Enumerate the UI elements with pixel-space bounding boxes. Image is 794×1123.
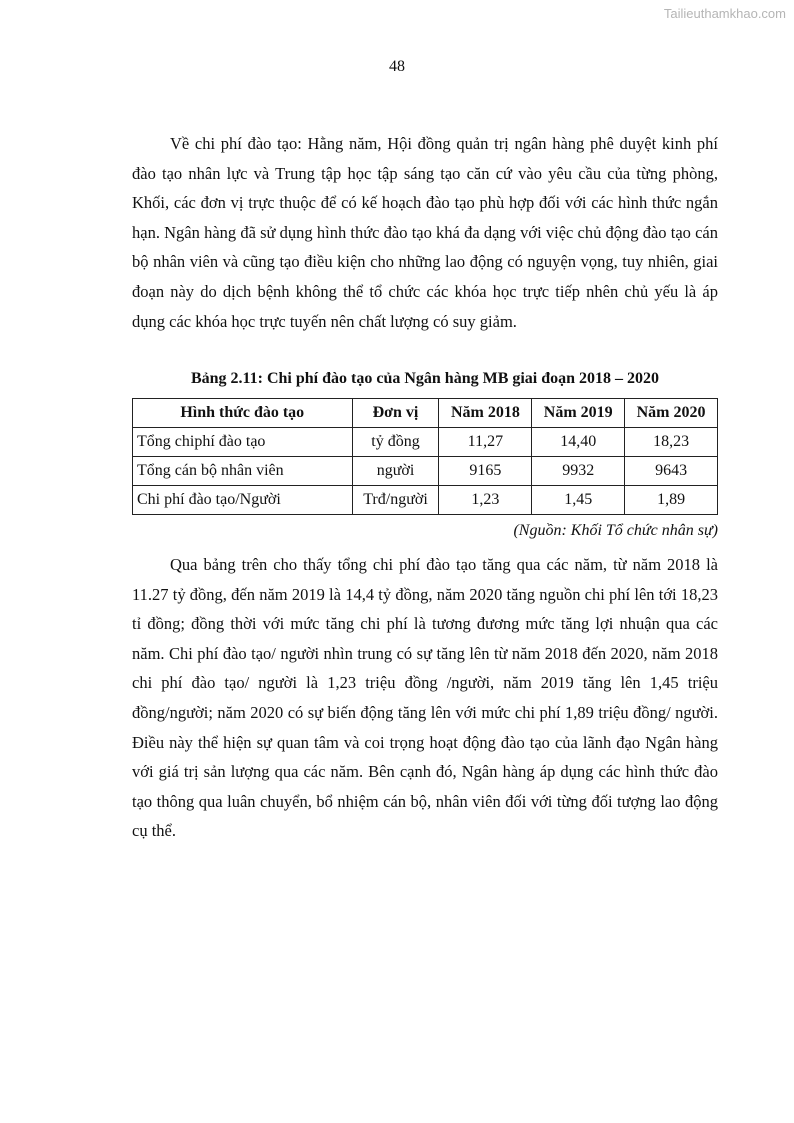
table-source: (Nguồn: Khối Tổ chức nhân sự) (513, 522, 718, 539)
table-cell: Chi phí đào tạo/Người (133, 486, 353, 515)
table-cell: 9932 (532, 457, 625, 486)
header-cell: Hình thức đào tạo (133, 399, 353, 428)
header-cell: Đơn vị (352, 399, 439, 428)
paragraph-analysis: Qua bảng trên cho thấy tổng chi phí đào tạo tăng qua các năm, từ năm 2018 là 11.27 tỷ đồng, đến năm 2019 là 14,4 tỷ đồng, năm 2020 tăng nguồn chi phí lên tới 18,23 tỉ đồng; đồng thời với mức tăng chi phí là tương đương mức tăng lợi nhuận qua các năm. Chi phí đào tạo/ người nhìn trung có sự tăng lên từ năm 2018 đến 2020, năm 2018 chi phí đào tạo/ người là 1,23 triệu đồng /người, năm 2019 tăng lên 1,45 triệu đồng/người; năm 2020 có sự biến động tăng lên với mức chi phí 1,89 triệu đồng/ người. Điều này thể hiện sự quan tâm và coi trọng hoạt động đào tạo của lãnh đạo Ngân hàng với giá trị sản lượng qua các năm. Bên cạnh đó, Ngân hàng áp dụng các hình thức đào tạo thông qua luân chuyển, bổ nhiệm cán bộ, nhân viên đối với từng đối tượng lao động cụ thể. (132, 555, 718, 841)
table-cell: 1,23 (439, 486, 532, 515)
table-cell: 9643 (625, 457, 718, 486)
table-cell: 1,89 (625, 486, 718, 515)
header-cell: Năm 2019 (532, 399, 625, 428)
header-cell: Năm 2020 (625, 399, 718, 428)
watermark: Tailieuthamkhao.com (663, 6, 786, 21)
paragraph-training-cost: Về chi phí đào tạo: Hằng năm, Hội đồng quản trị ngân hàng phê duyệt kinh phí đào tạo nhân lực và Trung tập học tập sáng tạo căn cứ vào yêu cầu của từng phòng, Khối, các đơn vị trực thuộc để có kế hoạch đào tạo phù hợp đối với các hình thức ngắn hạn. Ngân hàng đã sử dụng hình thức đào tạo khá đa dạng với việc chủ động đào tạo cán bộ nhân viên và cũng tạo điều kiện cho những lao động có nguyện vọng, tuy nhiên, giai đoạn này do dịch bệnh không thể tổ chức các khóa học trực tiếp nhên chủ yếu là áp dụng các khóa học trực tuyến nên chất lượng có suy giảm. (132, 134, 718, 331)
training-cost-table (132, 398, 718, 515)
table-cell: 1,45 (532, 486, 625, 515)
table-cell: 11,27 (439, 428, 532, 457)
table-caption: Bảng 2.11: Chi phí đào tạo của Ngân hàng MB giai đoạn 2018 – 2020 (190, 370, 660, 387)
page-number: 48 (389, 58, 405, 75)
table-cell: 14,40 (532, 428, 625, 457)
table-row (133, 486, 718, 515)
table-cell: 18,23 (625, 428, 718, 457)
table-header-row (133, 399, 718, 428)
table-cell: Tổng cán bộ nhân viên (133, 457, 353, 486)
table-cell: tỷ đồng (352, 428, 439, 457)
header-cell: Năm 2018 (439, 399, 532, 428)
table-row (133, 428, 718, 457)
table-cell: 9165 (439, 457, 532, 486)
table-cell: Tổng chiphí đào tạo (133, 428, 353, 457)
table-cell: Trđ/người (352, 486, 439, 515)
table-cell: người (352, 457, 439, 486)
table-row (133, 457, 718, 486)
